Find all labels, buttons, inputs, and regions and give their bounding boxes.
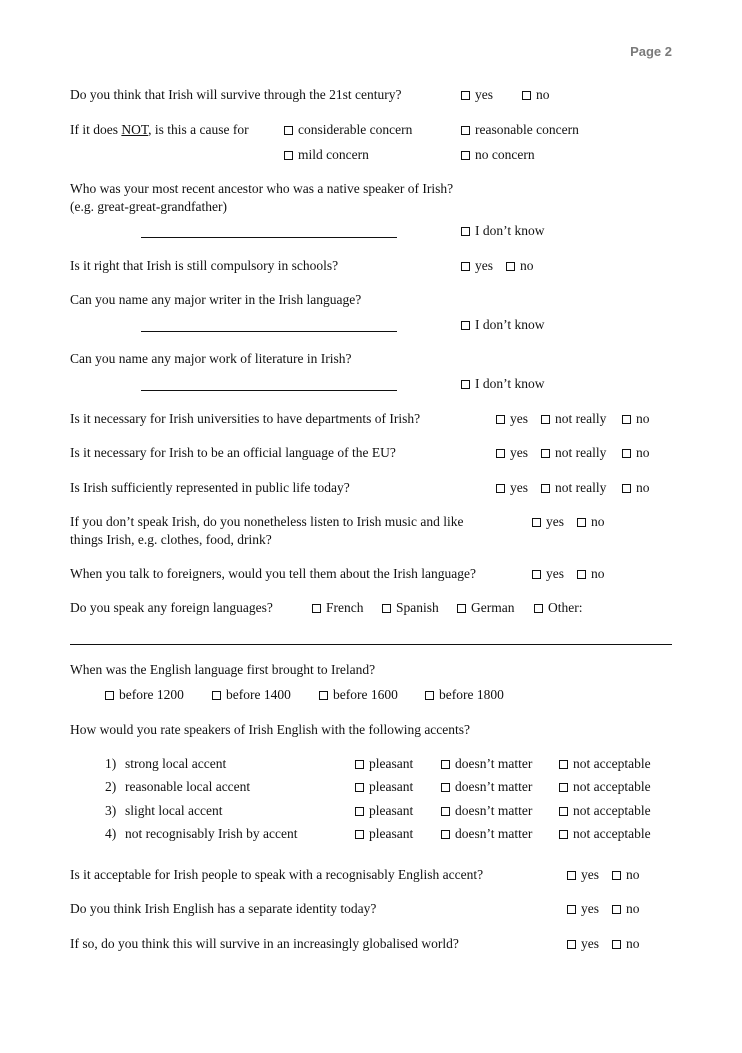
checkbox-q1-no[interactable]: no: [522, 86, 550, 104]
checkbox-icon: [612, 871, 621, 880]
checkbox-q9-no[interactable]: no: [622, 479, 650, 497]
checkbox-icon: [312, 604, 321, 613]
checkbox-icon: [541, 415, 550, 424]
checkbox-icon: [496, 415, 505, 424]
checkbox-accent3-pleasant[interactable]: pleasant: [355, 802, 413, 820]
accent-row-number: 3): [105, 803, 117, 818]
checkbox-icon: [567, 940, 576, 949]
checkbox-icon: [559, 807, 568, 816]
checkbox-q11-no[interactable]: no: [577, 565, 605, 583]
checkbox-q7-not-really[interactable]: not really: [541, 410, 606, 428]
checkbox-icon: [496, 449, 505, 458]
checkbox-q15-yes[interactable]: yes: [567, 866, 599, 884]
checkbox-no-concern[interactable]: no concern: [461, 146, 535, 164]
checkbox-q15-no[interactable]: no: [612, 866, 640, 884]
checkbox-q8-not-really[interactable]: not really: [541, 444, 606, 462]
checkbox-spanish[interactable]: Spanish: [382, 599, 439, 617]
checkbox-accent1-not-acceptable[interactable]: not acceptable: [559, 755, 651, 773]
checkbox-french[interactable]: French: [312, 599, 364, 617]
page-number: Page 2: [630, 44, 672, 59]
checkbox-icon: [457, 604, 466, 613]
accent-row-number: 1): [105, 756, 117, 771]
checkbox-accent2-pleasant[interactable]: pleasant: [355, 778, 413, 796]
checkbox-icon: [541, 484, 550, 493]
checkbox-icon: [441, 830, 450, 839]
checkbox-considerable-concern[interactable]: considerable concern: [284, 121, 412, 139]
checkbox-accent2-doesnt-matter[interactable]: doesn’t matter: [441, 778, 532, 796]
question-english-arrival: When was the English language first brought to Ireland?: [70, 662, 376, 677]
checkbox-icon: [532, 518, 541, 527]
checkbox-icon: [441, 807, 450, 816]
checkbox-other-language[interactable]: Other:: [534, 599, 583, 617]
checkbox-icon: [559, 830, 568, 839]
checkbox-icon: [382, 604, 391, 613]
checkbox-writer-dont-know[interactable]: I don’t know: [461, 316, 545, 334]
checkbox-icon: [541, 449, 550, 458]
checkbox-icon: [461, 380, 470, 389]
checkbox-icon: [622, 484, 631, 493]
question-foreign-languages: Do you speak any foreign languages?: [70, 600, 273, 615]
question-ancestor: Who was your most recent ancestor who was a native speaker of Irish?: [70, 181, 454, 196]
question-irish-music-cont: things Irish, e.g. clothes, food, drink?: [70, 532, 272, 547]
checkbox-icon: [461, 321, 470, 330]
checkbox-icon: [319, 691, 328, 700]
checkbox-accent3-doesnt-matter[interactable]: doesn’t matter: [441, 802, 532, 820]
checkbox-q4-no[interactable]: no: [506, 257, 534, 275]
checkbox-icon: [284, 151, 293, 160]
question-compulsory-irish: Is it right that Irish is still compulsory in schools?: [70, 258, 339, 273]
question-tell-foreigners: When you talk to foreigners, would you tell them about the Irish language?: [70, 566, 477, 581]
accent-row-label: not recognisably Irish by accent: [125, 826, 298, 841]
checkbox-q8-no[interactable]: no: [622, 444, 650, 462]
question-accent-rating: How would you rate speakers of Irish English with the following accents?: [70, 722, 471, 737]
question-globalised-world: If so, do you think this will survive in an increasingly globalised world?: [70, 936, 459, 951]
question-public-life: Is Irish sufficiently represented in public life today?: [70, 480, 350, 495]
question-irish-survival: Do you think that Irish will survive through the 21st century?: [70, 87, 402, 102]
checkbox-accent4-doesnt-matter[interactable]: doesn’t matter: [441, 825, 532, 843]
checkbox-q8-yes[interactable]: yes: [496, 444, 528, 462]
checkbox-icon: [212, 691, 221, 700]
checkbox-q17-yes[interactable]: yes: [567, 935, 599, 953]
checkbox-q11-yes[interactable]: yes: [532, 565, 564, 583]
checkbox-before-1600[interactable]: before 1600: [319, 686, 398, 704]
checkbox-q16-no[interactable]: no: [612, 900, 640, 918]
checkbox-icon: [612, 905, 621, 914]
checkbox-q17-no[interactable]: no: [612, 935, 640, 953]
question-separate-identity: Do you think Irish English has a separate identity today?: [70, 901, 377, 916]
answer-line-literature[interactable]: [141, 390, 397, 391]
checkbox-icon: [567, 871, 576, 880]
checkbox-icon: [559, 783, 568, 792]
checkbox-icon: [622, 449, 631, 458]
checkbox-accent3-not-acceptable[interactable]: not acceptable: [559, 802, 651, 820]
checkbox-mild-concern[interactable]: mild concern: [284, 146, 369, 164]
question-cause-for-concern: If it does NOT, is this a cause for: [70, 122, 249, 137]
checkbox-q7-no[interactable]: no: [622, 410, 650, 428]
section-divider: [70, 644, 672, 645]
checkbox-icon: [461, 91, 470, 100]
checkbox-q10-no[interactable]: no: [577, 513, 605, 531]
answer-line-writer[interactable]: [141, 331, 397, 332]
checkbox-icon: [506, 262, 515, 271]
checkbox-before-1400[interactable]: before 1400: [212, 686, 291, 704]
question-literature-work: Can you name any major work of literature in Irish?: [70, 351, 352, 366]
checkbox-icon: [534, 604, 543, 613]
checkbox-icon: [567, 905, 576, 914]
accent-row-label: slight local accent: [125, 803, 223, 818]
checkbox-accent1-pleasant[interactable]: pleasant: [355, 755, 413, 773]
checkbox-icon: [284, 126, 293, 135]
checkbox-before-1800[interactable]: before 1800: [425, 686, 504, 704]
checkbox-accent4-pleasant[interactable]: pleasant: [355, 825, 413, 843]
checkbox-icon: [425, 691, 434, 700]
accent-row-label: reasonable local accent: [125, 779, 251, 794]
checkbox-ancestor-dont-know[interactable]: I don’t know: [461, 222, 545, 240]
question-irish-writer: Can you name any major writer in the Irish language?: [70, 292, 362, 307]
question-ancestor-example: (e.g. great-great-grandfather): [70, 199, 228, 214]
checkbox-before-1200[interactable]: before 1200: [105, 686, 184, 704]
checkbox-icon: [441, 760, 450, 769]
checkbox-icon: [355, 807, 364, 816]
checkbox-icon: [441, 783, 450, 792]
question-english-accent: Is it acceptable for Irish people to speak with a recognisably English accent?: [70, 867, 484, 882]
checkbox-q1-yes[interactable]: yes: [461, 86, 493, 104]
checkbox-icon: [461, 227, 470, 236]
checkbox-literature-dont-know[interactable]: I don’t know: [461, 375, 545, 393]
question-university-departments: Is it necessary for Irish universities to have departments of Irish?: [70, 411, 421, 426]
checkbox-q10-yes[interactable]: yes: [532, 513, 564, 531]
checkbox-q4-yes[interactable]: yes: [461, 257, 493, 275]
question-irish-music: If you don’t speak Irish, do you nonetheless listen to Irish music and like: [70, 514, 464, 529]
checkbox-icon: [577, 518, 586, 527]
answer-line-ancestor[interactable]: [141, 237, 397, 238]
accent-row-number: 4): [105, 826, 117, 841]
checkbox-accent2-not-acceptable[interactable]: not acceptable: [559, 778, 651, 796]
checkbox-icon: [522, 91, 531, 100]
checkbox-icon: [355, 830, 364, 839]
checkbox-german[interactable]: German: [457, 599, 514, 617]
checkbox-icon: [105, 691, 114, 700]
checkbox-icon: [355, 783, 364, 792]
checkbox-accent4-not-acceptable[interactable]: not acceptable: [559, 825, 651, 843]
checkbox-icon: [461, 151, 470, 160]
checkbox-icon: [461, 262, 470, 271]
checkbox-q16-yes[interactable]: yes: [567, 900, 599, 918]
question-eu-official-language: Is it necessary for Irish to be an official language of the EU?: [70, 445, 396, 460]
checkbox-icon: [612, 940, 621, 949]
checkbox-icon: [496, 484, 505, 493]
checkbox-icon: [461, 126, 470, 135]
checkbox-icon: [355, 760, 364, 769]
checkbox-icon: [577, 570, 586, 579]
accent-row-number: 2): [105, 779, 117, 794]
checkbox-reasonable-concern[interactable]: reasonable concern: [461, 121, 579, 139]
checkbox-icon: [532, 570, 541, 579]
checkbox-accent1-doesnt-matter[interactable]: doesn’t matter: [441, 755, 532, 773]
checkbox-icon: [559, 760, 568, 769]
checkbox-q7-yes[interactable]: yes: [496, 410, 528, 428]
accent-row-label: strong local accent: [125, 756, 227, 771]
checkbox-q9-not-really[interactable]: not really: [541, 479, 606, 497]
checkbox-icon: [622, 415, 631, 424]
checkbox-q9-yes[interactable]: yes: [496, 479, 528, 497]
